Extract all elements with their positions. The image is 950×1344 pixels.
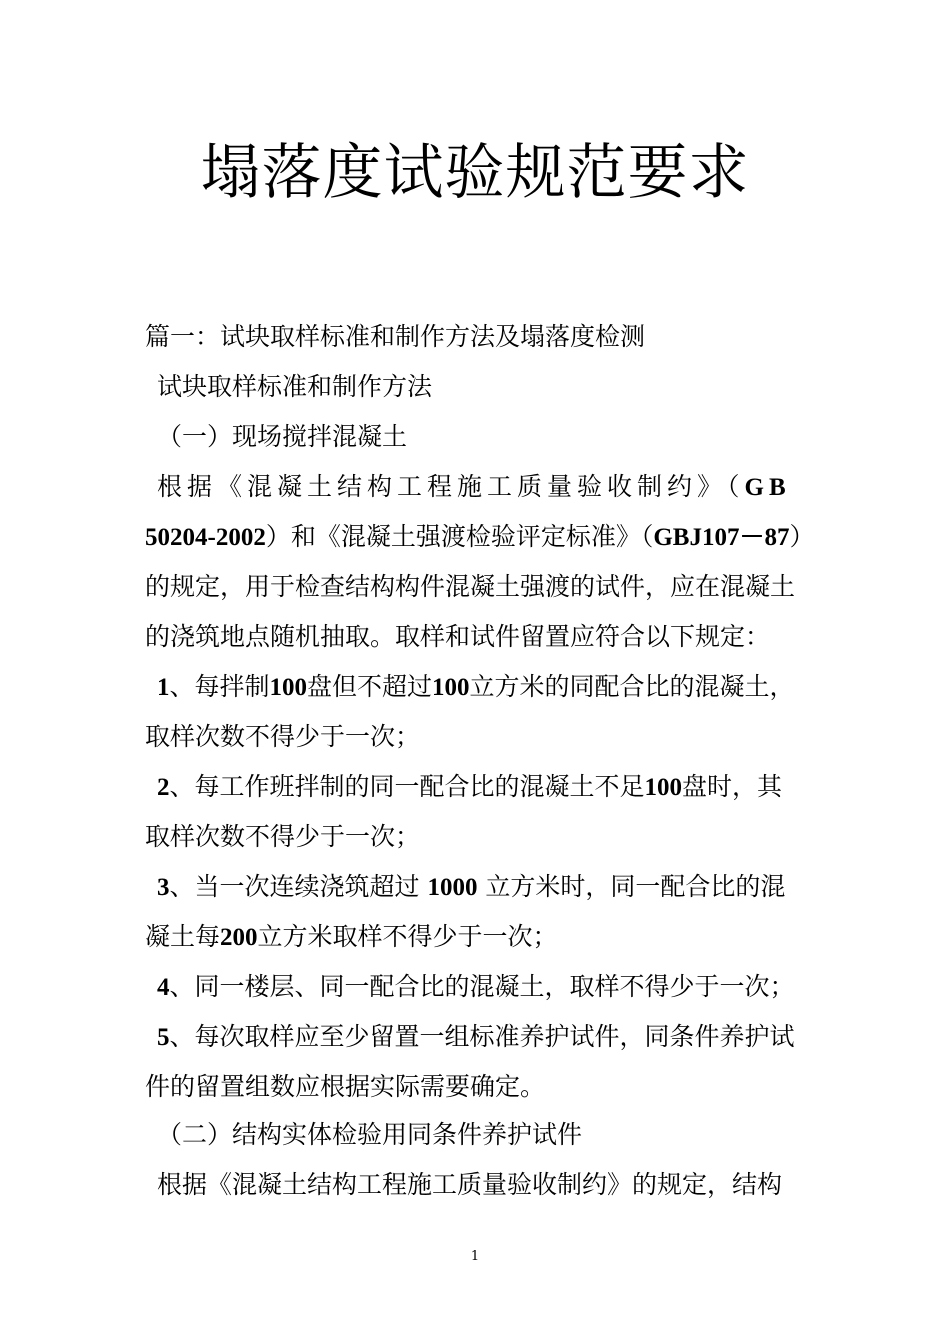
item-value: 100 [432,674,470,701]
document-title: 塌落度试验规范要求 [200,138,750,208]
para2-line1: 根据《混凝土结构工程施工质量验收制约》的规定，结构 [157,1170,783,1199]
item-text: 、每拌制 [169,672,270,701]
section-heading: 篇一：试块取样标准和制作方法及塌落度检测 [145,322,646,351]
para1-code: GBJ107－87 [653,524,790,551]
part1-heading: （一）现场搅拌混凝土 [157,422,408,451]
para1-line4: 的浇筑地点随机抽取。取样和试件留置应符合以下规定： [145,622,771,651]
para1-line2 [145,520,814,555]
item-value: 1000 [427,874,478,901]
list-item-3 [157,870,785,905]
item-value: 200 [220,924,258,951]
item-number: 4 [157,974,170,1001]
list-item-4 [157,970,795,1005]
para1-line3: 的规定，用于检查结构构件混凝土强渡的试件，应在混凝土 [145,572,796,601]
item-text: 、当一次连续浇筑超过 [169,872,428,901]
para1-line1 [157,470,807,505]
page-number: 1 [470,1249,480,1264]
item-text: 立方米的同配合比的混凝土， [469,672,795,701]
item-text: 、每次取样应至少留置一组标准养护试件，同条件养护试 [169,1022,795,1051]
item-number: 5 [157,1024,170,1051]
item-text: 盘但不超过 [307,672,433,701]
list-item-5 [157,1020,795,1055]
item-text: 、每工作班拌制的同一配合比的混凝土不足 [169,772,645,801]
item-number: 1 [157,674,170,701]
item-text: 凝土每 [145,922,221,951]
list-item-3-cont [145,920,558,955]
item-number: 3 [157,874,170,901]
list-item-1-cont: 取样次数不得少于一次； [145,722,421,751]
item-text: 立方米取样不得少于一次； [257,922,558,951]
para1-text: 根据《混凝土结构工程施工质量验收制约》（ [157,472,745,501]
para1-code: 50204-2002 [145,524,266,551]
para1-code: GB [744,474,791,501]
subheading: 试块取样标准和制作方法 [157,372,433,401]
para1-text: ）和《混凝土强渡检验评定标准》（ [265,522,654,551]
item-text: 立方米时，同一配合比的混 [477,872,786,901]
item-value: 100 [269,674,308,701]
item-value: 100 [644,774,683,801]
list-item-2 [157,770,782,805]
list-item-1 [157,670,795,705]
list-item-5-cont: 件的留置组数应根据实际需要确定。 [145,1072,546,1101]
item-number: 2 [157,774,170,801]
list-item-2-cont: 取样次数不得少于一次； [145,822,421,851]
para1-text: ） [789,522,815,551]
item-text: 、同一楼层、同一配合比的混凝土，取样不得少于一次； [169,972,795,1001]
part2-heading: （二）结构实体检验用同条件养护试件 [157,1120,583,1149]
item-text: 盘时，其 [682,772,783,801]
